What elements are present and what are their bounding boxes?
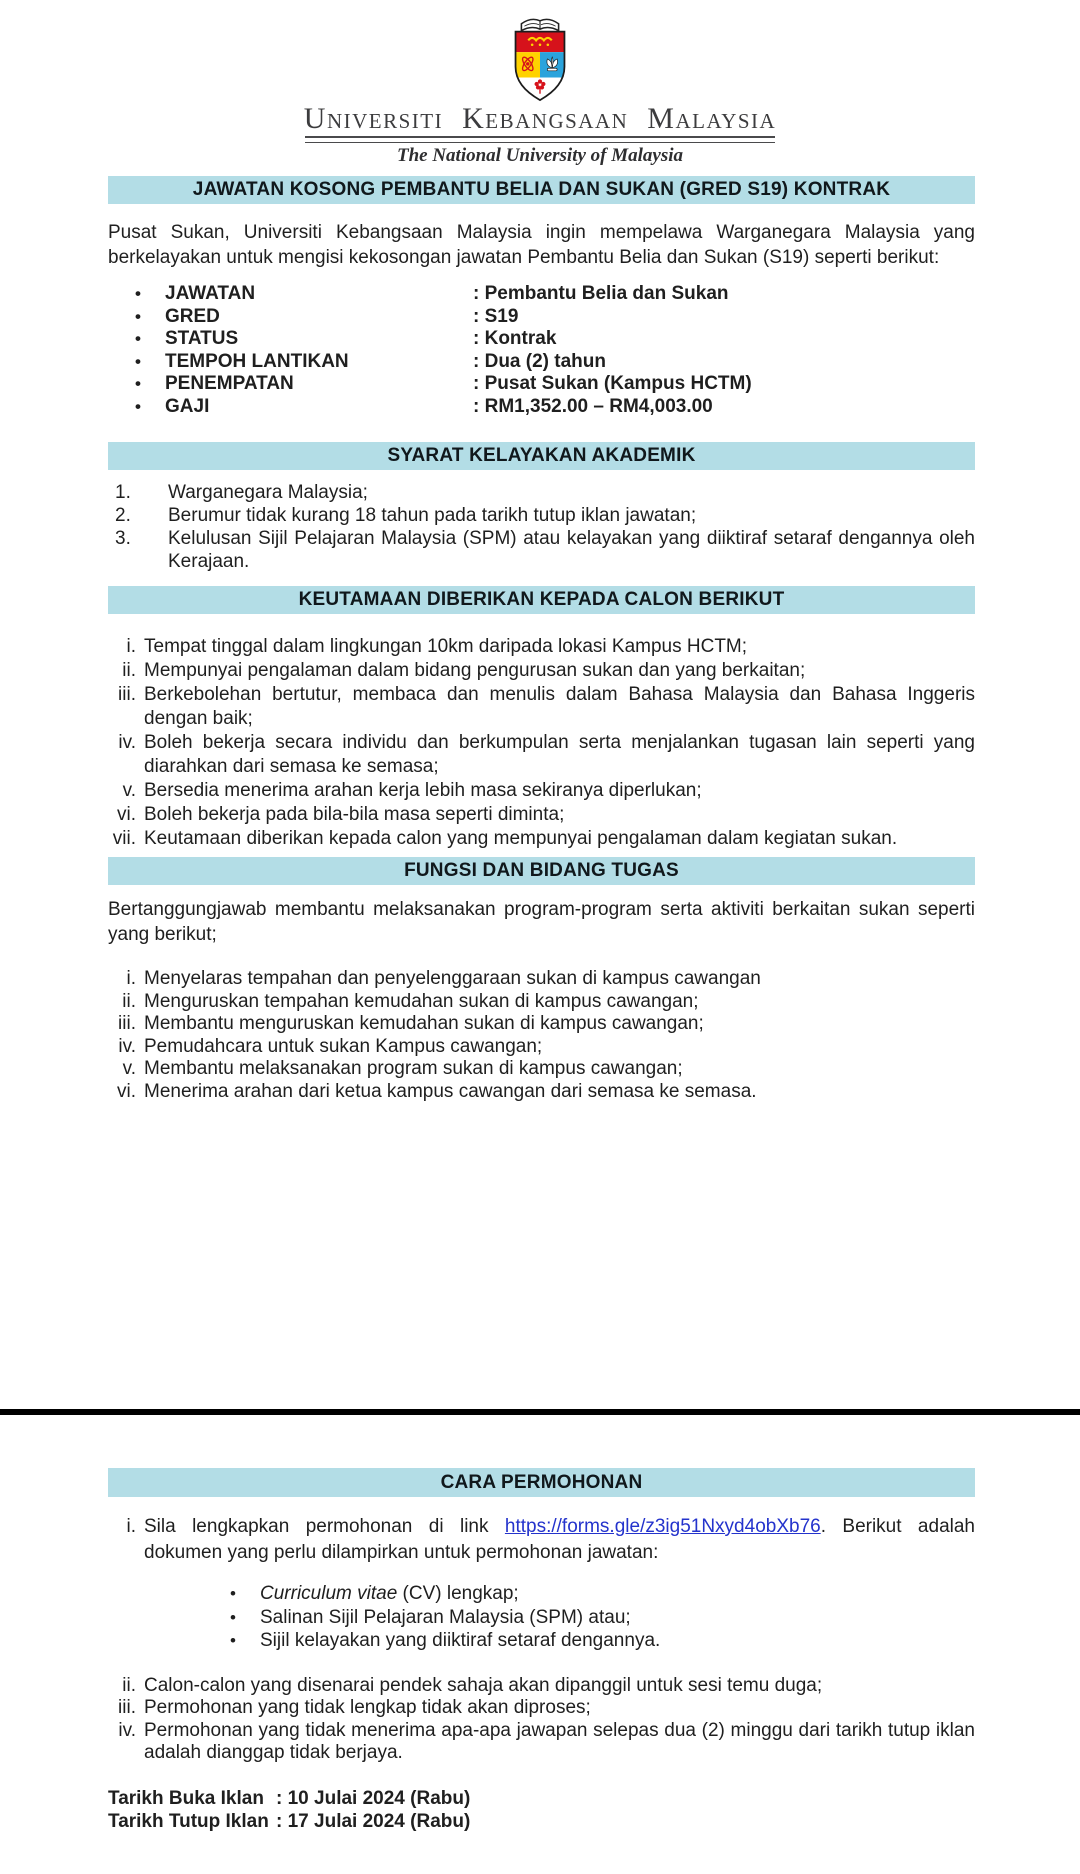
list-marker: ii. bbox=[122, 990, 136, 1012]
job-detail-value: : RM1,352.00 – RM4,003.00 bbox=[473, 395, 713, 417]
list-item-text: Membantu melaksanakan program sukan di kampus cawangan; bbox=[144, 1058, 683, 1079]
shield-icon bbox=[516, 32, 565, 102]
list-marker: vi. bbox=[117, 1080, 136, 1102]
list-marker: vi. bbox=[117, 804, 136, 825]
job-detail-value: : Pembantu Belia dan Sukan bbox=[473, 283, 729, 304]
intro-paragraph: Pusat Sukan, Universiti Kebangsaan Malaysia ingin mempelawa Warganegara Malaysia yang berkelayakan untuk mengisi kekosongan jawatan Pembantu Belia dan Sukan (S19) seperti berikut: bbox=[108, 222, 975, 268]
cara-item1-pre: Sila lengkapkan permohonan di link bbox=[144, 1516, 505, 1537]
list-item-text: Pemudahcara untuk sukan Kampus cawangan; bbox=[144, 1035, 543, 1057]
list-item bbox=[108, 1013, 975, 1036]
bullet-icon: • bbox=[135, 374, 141, 393]
bullet-icon: • bbox=[135, 351, 141, 371]
document-item bbox=[108, 1629, 975, 1653]
document-item bbox=[108, 1582, 975, 1606]
job-detail-label: GRED bbox=[165, 305, 220, 327]
list-marker: iv. bbox=[118, 732, 136, 753]
list-item-text: Tempat tinggal dalam lingkungan 10km daripada lokasi Kampus HCTM; bbox=[144, 636, 748, 657]
cara-items-list bbox=[108, 1675, 975, 1765]
job-detail-value: : S19 bbox=[473, 305, 519, 327]
document-item-rest: (CV) lengkap; bbox=[397, 1583, 519, 1604]
list-item bbox=[108, 1697, 975, 1720]
list-item bbox=[108, 968, 975, 991]
job-detail-row bbox=[108, 283, 975, 306]
job-details-list bbox=[108, 283, 975, 418]
document-header bbox=[0, 0, 1080, 167]
list-item-text: Keutamaan diberikan kepada calon yang mempunyai pengalaman dalam kegiatan sukan. bbox=[144, 828, 898, 849]
list-item bbox=[108, 1720, 975, 1765]
list-marker: 3. bbox=[115, 528, 131, 549]
keutamaan-list bbox=[108, 635, 975, 851]
job-detail-value: : Pusat Sukan (Kampus HCTM) bbox=[473, 373, 752, 394]
list-item-text: Permohonan yang tidak menerima apa-apa jawapan selepas dua (2) minggu dari tarikh tutup iklan adalah dianggap tidak berjaya. bbox=[144, 1719, 975, 1763]
section-banner-syarat: SYARAT KELAYAKAN AKADEMIK bbox=[108, 442, 975, 470]
job-detail-label: TEMPOH LANTIKAN bbox=[165, 350, 349, 372]
list-item-text: Permohonan yang tidak lengkap tidak akan diproses; bbox=[144, 1697, 591, 1718]
list-item-text: Menyelaras tempahan dan penyelenggaraan sukan di kampus cawangan bbox=[144, 968, 761, 989]
document-item-italic: Curriculum vitae bbox=[260, 1583, 398, 1604]
list-item bbox=[108, 527, 975, 573]
list-marker: iii. bbox=[118, 1697, 136, 1718]
cara-item-1 bbox=[108, 1514, 975, 1566]
list-item bbox=[108, 659, 975, 683]
bullet-icon: • bbox=[135, 306, 141, 326]
list-item-text bbox=[144, 1514, 975, 1566]
list-marker: 1. bbox=[115, 482, 131, 503]
job-detail-row bbox=[108, 396, 975, 419]
list-item-text: Kelulusan Sijil Pelajaran Malaysia (SPM) atau kelayakan yang diiktiraf setaraf dengannya oleh Kerajaan. bbox=[168, 528, 975, 572]
fungsi-intro-paragraph: Bertanggungjawab membantu melaksanakan program-program serta aktiviti berkaitan sukan seperti yang berikut; bbox=[108, 899, 975, 945]
list-item-text: Membantu menguruskan kemudahan sukan di kampus cawangan; bbox=[144, 1013, 704, 1034]
section-banner-fungsi: FUNGSI DAN BIDANG TUGAS bbox=[108, 857, 975, 885]
list-item bbox=[108, 635, 975, 659]
date-label: Tarikh Buka Iklan bbox=[108, 1787, 264, 1809]
list-item-text: Warganegara Malaysia; bbox=[168, 482, 368, 503]
date-row bbox=[108, 1810, 975, 1833]
list-item bbox=[108, 1514, 975, 1566]
cara-item1-post: . Berikut adalah dokumen yang perlu dilampirkan untuk permohonan jawatan: bbox=[144, 1516, 975, 1563]
job-detail-row bbox=[108, 328, 975, 351]
university-tagline: The National University of Malaysia bbox=[396, 145, 684, 166]
job-detail-label: PENEMPATAN bbox=[165, 373, 294, 394]
job-detail-label: STATUS bbox=[165, 328, 239, 349]
job-detail-label: JAWATAN bbox=[165, 283, 256, 304]
job-detail-row bbox=[108, 306, 975, 329]
page-break-divider bbox=[0, 1409, 1080, 1415]
list-marker: i. bbox=[126, 636, 136, 657]
ukm-crest-logo bbox=[494, 12, 586, 104]
list-marker: iv. bbox=[118, 1719, 136, 1741]
job-detail-row bbox=[108, 351, 975, 374]
list-marker: iv. bbox=[118, 1035, 136, 1057]
list-marker: i. bbox=[126, 1516, 136, 1537]
list-item bbox=[108, 1036, 975, 1059]
bullet-icon: • bbox=[135, 329, 141, 348]
list-item-text: Boleh bekerja pada bila-bila masa seperti diminta; bbox=[144, 804, 565, 825]
job-detail-row bbox=[108, 373, 975, 396]
list-marker: ii. bbox=[122, 1674, 136, 1696]
double-rule-divider bbox=[305, 136, 775, 143]
list-item-text: Menguruskan tempahan kemudahan sukan di kampus cawangan; bbox=[144, 990, 699, 1012]
list-marker: 2. bbox=[115, 505, 131, 526]
list-item-text: Menerima arahan dari ketua kampus cawangan dari semasa ke semasa. bbox=[144, 1080, 757, 1102]
list-marker: v. bbox=[122, 780, 136, 801]
advert-dates bbox=[108, 1787, 975, 1833]
section-banner-keutamaan: KEUTAMAAN DIBERIKAN KEPADA CALON BERIKUT bbox=[108, 586, 975, 614]
list-item bbox=[108, 731, 975, 779]
list-item bbox=[108, 1058, 975, 1081]
list-marker: ii. bbox=[122, 660, 136, 681]
date-row bbox=[108, 1787, 975, 1810]
list-marker: iii. bbox=[118, 684, 136, 705]
bullet-icon: • bbox=[135, 396, 141, 416]
list-item-text: Calon-calon yang disenarai pendek sahaja akan dipanggil untuk sesi temu duga; bbox=[144, 1674, 823, 1696]
list-item bbox=[108, 1675, 975, 1698]
bullet-icon: • bbox=[230, 1631, 236, 1650]
document-item bbox=[108, 1606, 975, 1630]
fungsi-list bbox=[108, 968, 975, 1103]
list-item bbox=[108, 779, 975, 803]
list-item-text: Bersedia menerima arahan kerja lebih masa sekiranya diperlukan; bbox=[144, 780, 702, 801]
list-item bbox=[108, 803, 975, 827]
bullet-icon: • bbox=[230, 1584, 236, 1603]
section-banner-cara: CARA PERMOHONAN bbox=[108, 1468, 975, 1497]
list-item-text: Berkebolehan bertutur, membaca dan menulis dalam Bahasa Malaysia dan Bahasa Inggeris dengan baik; bbox=[144, 684, 975, 729]
list-marker: v. bbox=[122, 1058, 136, 1079]
title-banner: JAWATAN KOSONG PEMBANTU BELIA DAN SUKAN (GRED S19) KONTRAK bbox=[108, 176, 975, 204]
list-marker: iii. bbox=[118, 1013, 136, 1034]
list-marker: i. bbox=[126, 968, 136, 989]
document-item-text bbox=[260, 1606, 631, 1630]
document-item-rest: Salinan Sijil Pelajaran Malaysia (SPM) atau; bbox=[260, 1606, 631, 1628]
document-item-text bbox=[260, 1629, 660, 1653]
date-value: : 10 Julai 2024 (Rabu) bbox=[276, 1787, 471, 1809]
document-item-rest: Sijil kelayakan yang diiktiraf setaraf dengannya. bbox=[260, 1630, 661, 1651]
list-marker: vii. bbox=[112, 828, 136, 849]
list-item bbox=[108, 683, 975, 731]
syarat-list bbox=[108, 481, 975, 573]
list-item bbox=[108, 481, 975, 504]
list-item bbox=[108, 504, 975, 527]
date-value: : 17 Julai 2024 (Rabu) bbox=[276, 1810, 471, 1832]
bullet-icon: • bbox=[230, 1607, 236, 1627]
list-item bbox=[108, 1081, 975, 1104]
document-item-text bbox=[260, 1582, 519, 1606]
book-icon bbox=[521, 19, 558, 30]
list-item-text: Berumur tidak kurang 18 tahun pada tarikh tutup iklan jawatan; bbox=[168, 505, 697, 526]
date-label: Tarikh Tutup Iklan bbox=[108, 1810, 269, 1832]
job-detail-value: : Dua (2) tahun bbox=[473, 350, 606, 372]
list-item-text: Mempunyai pengalaman dalam bidang pengurusan sukan dan yang berkaitan; bbox=[144, 660, 806, 681]
bullet-icon: • bbox=[135, 284, 141, 303]
list-item bbox=[108, 827, 975, 851]
job-detail-value: : Kontrak bbox=[473, 328, 557, 349]
university-name: Universiti Kebangsaan Malaysia bbox=[303, 102, 777, 135]
documents-list bbox=[108, 1582, 975, 1653]
job-detail-label: GAJI bbox=[165, 395, 210, 417]
list-item-text: Boleh bekerja secara individu dan berkumpulan serta menjalankan tugasan lain seperti yang diarahkan dari semasa ke semasa; bbox=[144, 732, 975, 777]
application-form-link[interactable]: https://forms.gle/z3ig51Nxyd4obXb76 bbox=[504, 1516, 821, 1537]
list-item bbox=[108, 991, 975, 1014]
